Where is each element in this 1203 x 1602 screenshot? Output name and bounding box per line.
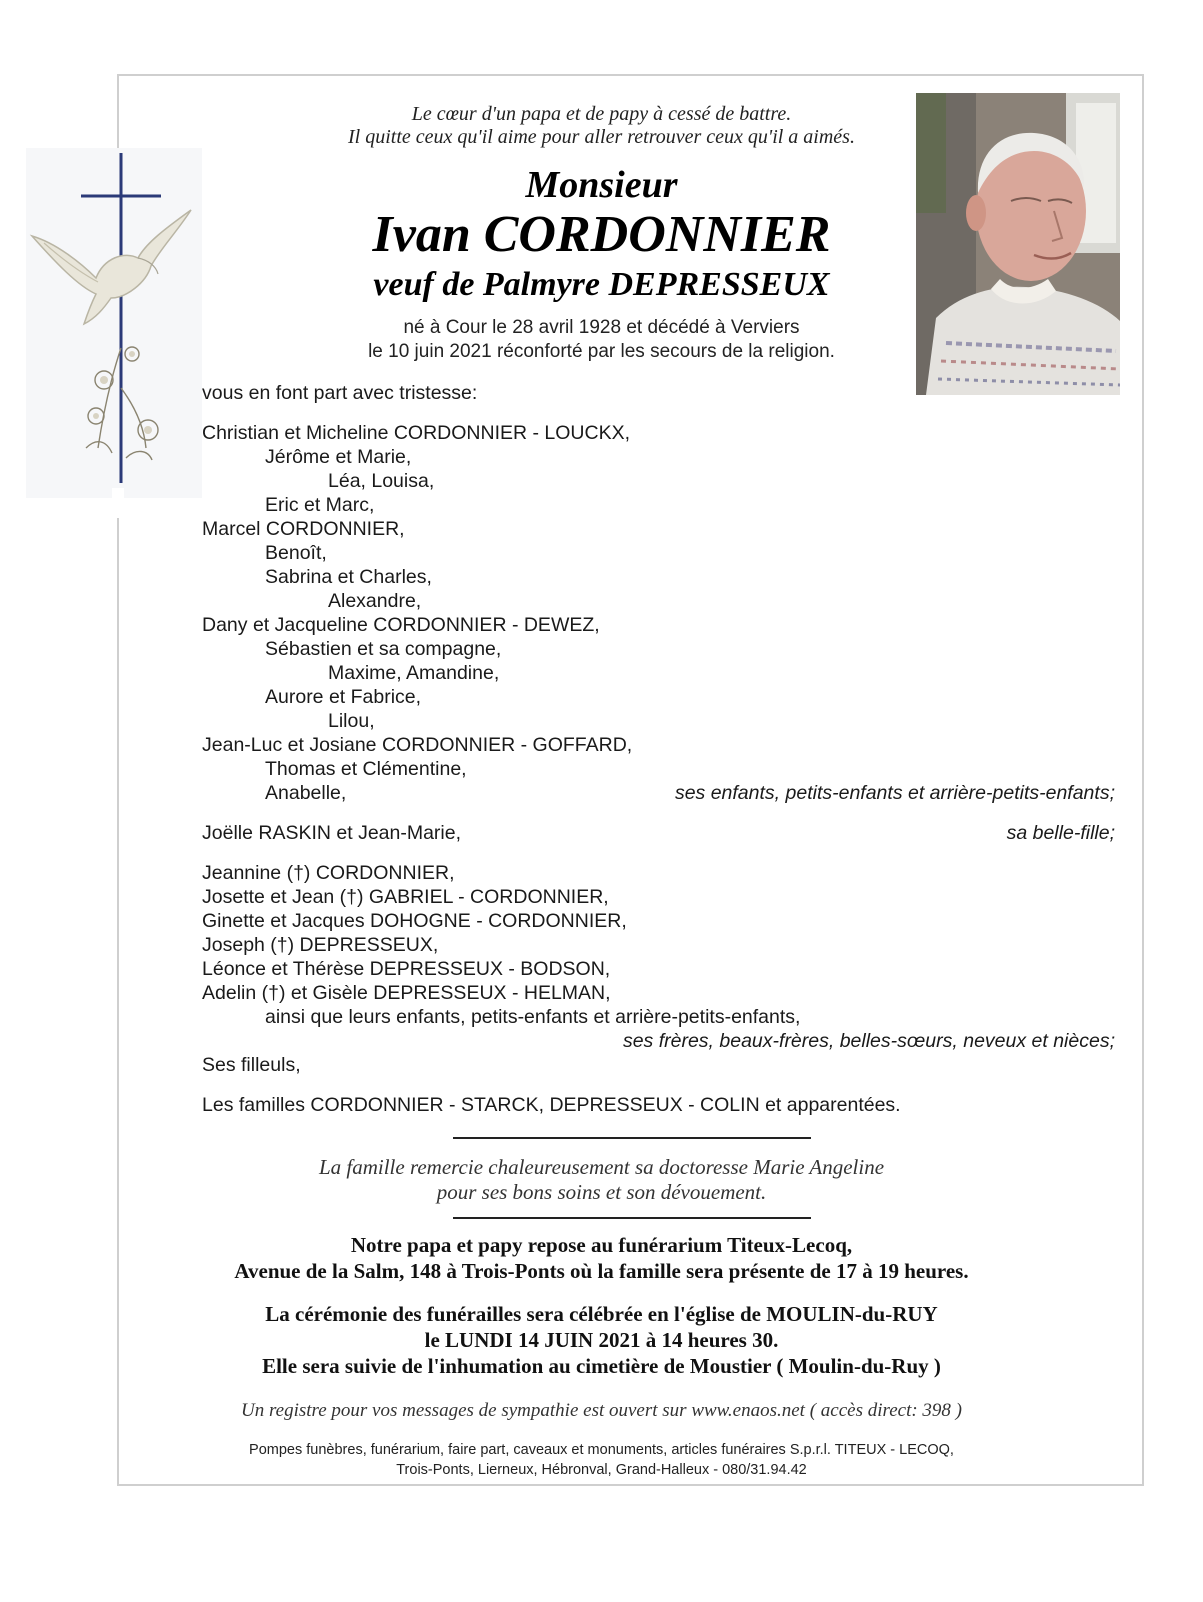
children-relation: ses enfants, petits-enfants et arrière-petits-enfants; <box>674 782 1115 804</box>
family-line: Benoît, <box>265 542 327 564</box>
family-line: Eric et Marc, <box>265 494 375 516</box>
sibling-line: Jeannine (†) CORDONNIER, <box>202 862 455 884</box>
family-line: Sabrina et Charles, <box>265 566 432 588</box>
thanks-line-1: La famille remercie chaleureusement sa doctoresse Marie Angeline <box>318 1155 885 1179</box>
announce-text: vous en font part avec tristesse: <box>202 382 478 404</box>
footer-line-1: Pompes funèbres, funérarium, faire part, caveaux et monuments, articles funéraires S.p.r.l. TITEUX - LECOQ, <box>249 1442 954 1458</box>
birth-line: né à Cour le 28 avril 1928 et décédé à Verviers <box>403 317 800 338</box>
family-line: Jean-Luc et Josiane CORDONNIER - GOFFARD, <box>202 734 633 756</box>
family-line: Dany et Jacqueline CORDONNIER - DEWEZ, <box>202 614 600 636</box>
family-line: Sébastien et sa compagne, <box>265 638 502 660</box>
daughter-in-law-relation: sa belle-fille; <box>1006 822 1115 844</box>
sibling-line: Josette et Jean (†) GABRIEL - CORDONNIER, <box>202 886 609 908</box>
intro-line-2: Il quitte ceux qu'il aime pour aller retrouver ceux qu'il a aimés. <box>348 126 855 148</box>
sibling-line: Léonce et Thérèse DEPRESSEUX - BODSON, <box>202 958 611 980</box>
divider-bottom <box>453 1217 811 1219</box>
ceremony-line-1: La cérémonie des funérailles sera célébrée en l'église de MOULIN-du-RUY <box>265 1302 938 1326</box>
intro-line-1: Le cœur d'un papa et de papy à cessé de battre. <box>411 103 792 125</box>
daughter-in-law-names: Joëlle RASKIN et Jean-Marie, <box>202 822 462 844</box>
family-line: Alexandre, <box>328 590 422 612</box>
divider-top <box>453 1137 811 1139</box>
wake-line-1: Notre papa et papy repose au funérarium Titeux-Lecoq, <box>350 1233 853 1257</box>
family-line: Lilou, <box>328 710 375 732</box>
sibling-line: Joseph (†) DEPRESSEUX, <box>202 934 439 956</box>
family-line: Marcel CORDONNIER, <box>202 518 405 540</box>
decoration-gap <box>112 488 124 518</box>
family-line: Jérôme et Marie, <box>265 446 412 468</box>
death-line: le 10 juin 2021 réconforté par les secours de la religion. <box>368 341 835 362</box>
deceased-title: Monsieur <box>525 164 678 206</box>
deceased-spouse: veuf de Palmyre DEPRESSEUX <box>373 266 830 303</box>
families-line: Les familles CORDONNIER - STARCK, DEPRESSEUX - COLIN et apparentées. <box>202 1094 901 1116</box>
wake-line-2: Avenue de la Salm, 148 à Trois-Ponts où la famille sera présente de 17 à 19 heures. <box>234 1259 969 1283</box>
thanks-line-2: pour ses bons soins et son dévouement. <box>436 1180 767 1204</box>
family-line: Maxime, Amandine, <box>328 662 500 684</box>
deceased-name: Ivan CORDONNIER <box>372 206 831 263</box>
godchildren-line: Ses filleuls, <box>202 1054 301 1076</box>
family-line: Léa, Louisa, <box>328 470 435 492</box>
footer-line-2: Trois-Ponts, Lierneux, Hébronval, Grand-Halleux - 080/31.94.42 <box>396 1462 807 1478</box>
sibling-line: ainsi que leurs enfants, petits-enfants et arrière-petits-enfants, <box>265 1006 801 1028</box>
siblings-relation: ses frères, beaux-frères, belles-sœurs, neveux et nièces; <box>622 1030 1115 1052</box>
family-line: Aurore et Fabrice, <box>265 686 422 708</box>
sibling-line: Ginette et Jacques DOHOGNE - CORDONNIER, <box>202 910 627 932</box>
ceremony-line-3: Elle sera suivie de l'inhumation au cimetière de Moustier ( Moulin-du-Ruy ) <box>262 1354 941 1378</box>
family-line: Thomas et Clémentine, <box>265 758 467 780</box>
family-line: Christian et Micheline CORDONNIER - LOUCKX, <box>202 422 631 444</box>
family-line: Anabelle, <box>265 782 347 804</box>
ceremony-line-2: le LUNDI 14 JUIN 2021 à 14 heures 30. <box>424 1328 779 1352</box>
register-text: Un registre pour vos messages de sympathie est ouvert sur www.enaos.net ( accès direct: 398 ) <box>241 1400 962 1421</box>
sibling-line: Adelin (†) et Gisèle DEPRESSEUX - HELMAN, <box>202 982 611 1004</box>
